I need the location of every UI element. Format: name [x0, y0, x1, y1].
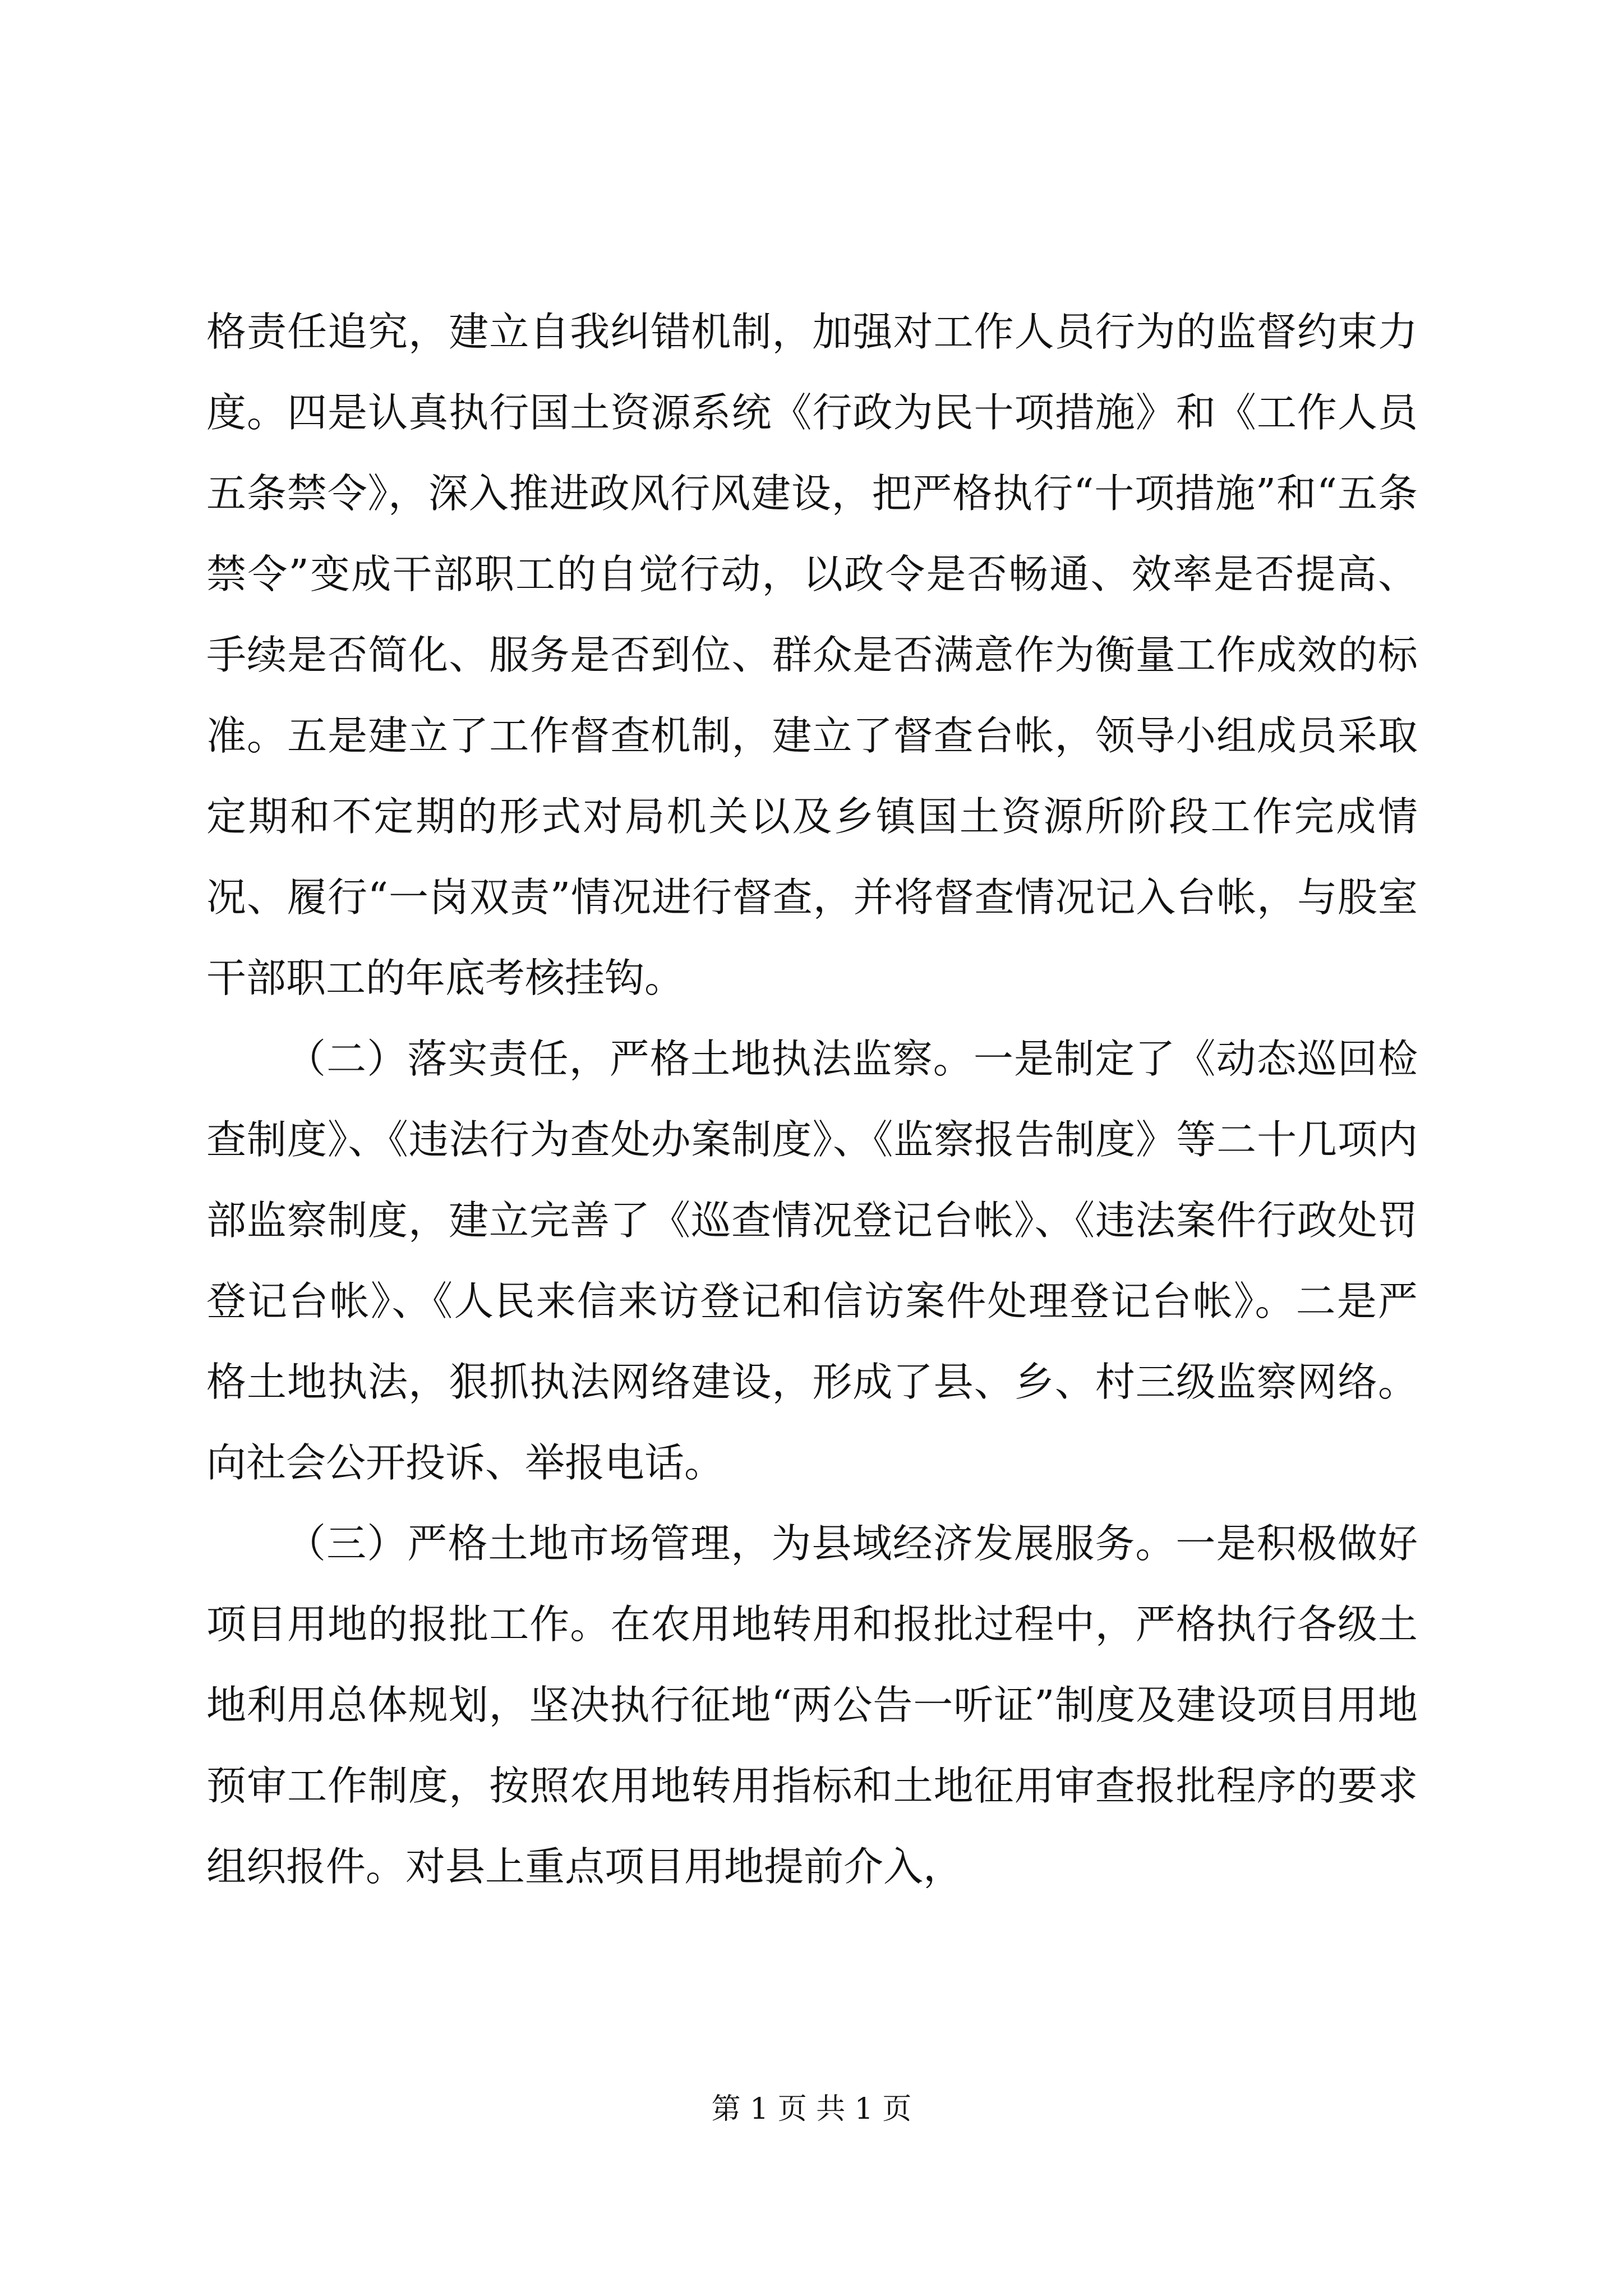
paragraph-section-three: （三）严格土地市场管理，为县域经济发展服务。一是积极做好项目用地的报批工作。在农用地转用和报批过程中，严格执行各级土地利用总体规划，坚决执行征地“两公告一听证”制度及建设项目用地预审工作制度，按照农用地转用指标和土地征用审查报批程序的要求组织报件。对县上重点项目用地提前介入，	[206, 1520, 1418, 1890]
page-footer: 第 1 页 共 1 页	[711, 2092, 912, 2126]
paragraph-section-two: （二）落实责任，严格土地执法监察。一是制定了《动态巡回检查制度》、《违法行为查处办案制度》、《监察报告制度》等二十几项内部监察制度，建立完善了《巡查情况登记台帐》、《违法案件行政处罚登记台帐》、《人民来信来访登记和信访案件处理登记台帐》。二是严格土地执法，狠抓执法网络建设，形成了县、乡、村三级监察网络。向社会公开投诉、举报电话。	[206, 1036, 1418, 1486]
paragraph-continued: 格责任追究，建立自我纠错机制，加强对工作人员行为的监督约束力度。四是认真执行国土资源系统《行政为民十项措施》和《工作人员五条禁令》，深入推进政风行风建设，把严格执行“十项措施”和“五条禁令”变成干部职工的自觉行动，以政令是否畅通、效率是否提高、手续是否简化、服务是否到位、群众是否满意作为衡量工作成效的标准。五是建立了工作督查机制，建立了督查台帐，领导小组成员采取定期和不定期的形式对局机关以及乡镇国土资源所阶段工作完成情况、履行“一岗双责”情况进行督查，并将督查情况记入台帐，与股室干部职工的年底考核挂钩。	[206, 309, 1418, 1001]
document-body	[206, 292, 1418, 1907]
